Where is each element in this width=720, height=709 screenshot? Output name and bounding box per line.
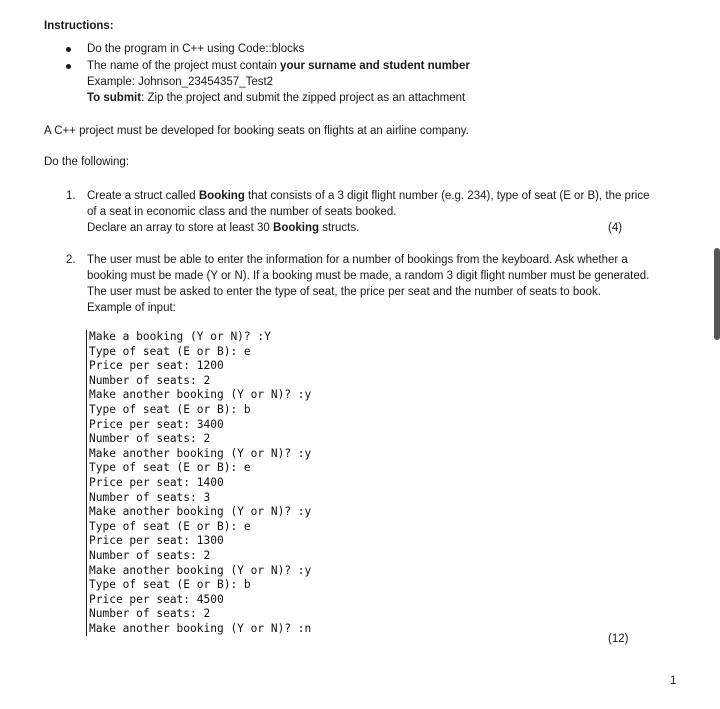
code-line: Number of seats: 2 xyxy=(89,548,211,562)
q1-line-1-post: that consists of a 3 digit flight number (e.g. 234), type of seat (E or B), the price xyxy=(244,190,650,202)
do-following-label: Do the following: xyxy=(44,156,130,168)
q2-number: 2. xyxy=(66,254,76,266)
code-line: Number of seats: 3 xyxy=(89,490,211,504)
code-line: Type of seat (E or B): e xyxy=(89,519,251,533)
q2-line-4: Example of input: xyxy=(87,302,176,314)
scrollbar-thumb[interactable] xyxy=(714,248,720,340)
bullet-item-2-bold: your surname and student number xyxy=(280,60,470,72)
code-line: Price per seat: 1200 xyxy=(89,359,224,373)
code-line: Price per seat: 4500 xyxy=(89,592,224,606)
code-line: Make another booking (Y or N)? :y xyxy=(89,446,312,460)
code-line: Price per seat: 1300 xyxy=(89,534,224,548)
q2-line-2: booking must be made (Y or N). If a booking must be made, a random 3 digit flight number must be generated. xyxy=(87,270,650,282)
instructions-heading: Instructions: xyxy=(44,20,114,32)
code-line: Price per seat: 1400 xyxy=(89,475,224,489)
code-line: Make another booking (Y or N)? :y xyxy=(89,563,312,577)
bullet-item-1: Do the program in C++ using Code::blocks xyxy=(87,43,305,55)
code-line: Type of seat (E or B): e xyxy=(89,344,251,358)
submit-label: To submit xyxy=(87,92,142,104)
code-line: Number of seats: 2 xyxy=(89,607,211,621)
submit-instruction xyxy=(87,90,465,106)
q2-line-3: The user must be asked to enter the type of seat, the price per seat and the number of seats to book. xyxy=(87,286,601,298)
q1-line-3-pre: Declare an array to store at least 30 xyxy=(87,222,274,234)
q1-struct-name: Booking xyxy=(198,190,245,202)
example-input-block xyxy=(86,330,311,636)
code-line: Type of seat (E or B): b xyxy=(89,402,251,416)
submit-text: : Zip the project and submit the zipped project as an attachment xyxy=(141,92,466,104)
code-line: Make another booking (Y or N)? :y xyxy=(89,505,312,519)
q1-line-3-post: structs. xyxy=(319,222,360,234)
code-line: Type of seat (E or B): e xyxy=(89,461,251,475)
q1-marks: (4) xyxy=(608,222,623,234)
bullet-icon xyxy=(66,47,71,52)
bullet-item-2-text: The name of the project must contain xyxy=(87,60,281,72)
code-line: Make a booking (Y or N)? :Y xyxy=(89,330,271,343)
intro-paragraph: A C++ project must be developed for booking seats on flights at an airline company. xyxy=(44,125,469,137)
q1-struct-name-2: Booking xyxy=(273,222,320,234)
q1-line-1 xyxy=(87,188,649,204)
bullet-item-2 xyxy=(87,58,470,74)
code-line: Number of seats: 2 xyxy=(89,432,211,446)
code-line: Number of seats: 2 xyxy=(89,373,211,387)
q2-line-1: The user must be able to enter the information for a number of bookings from the keyboard. Ask whether a xyxy=(87,254,628,266)
code-line: Make another booking (Y or N)? :n xyxy=(89,621,312,635)
q1-number: 1. xyxy=(66,190,76,202)
q2-marks: (12) xyxy=(608,633,629,645)
q1-line-1-pre: Create a struct called xyxy=(87,190,199,202)
q1-line-2: of a seat in economic class and the number of seats booked. xyxy=(87,206,397,218)
code-line: Type of seat (E or B): b xyxy=(89,578,251,592)
example-name-line: Example: Johnson_23454357_Test2 xyxy=(87,76,274,88)
q1-line-3 xyxy=(87,220,359,236)
code-line: Price per seat: 3400 xyxy=(89,417,224,431)
bullet-icon xyxy=(66,64,71,69)
code-line: Make another booking (Y or N)? :y xyxy=(89,388,312,402)
page-number: 1 xyxy=(670,675,677,687)
